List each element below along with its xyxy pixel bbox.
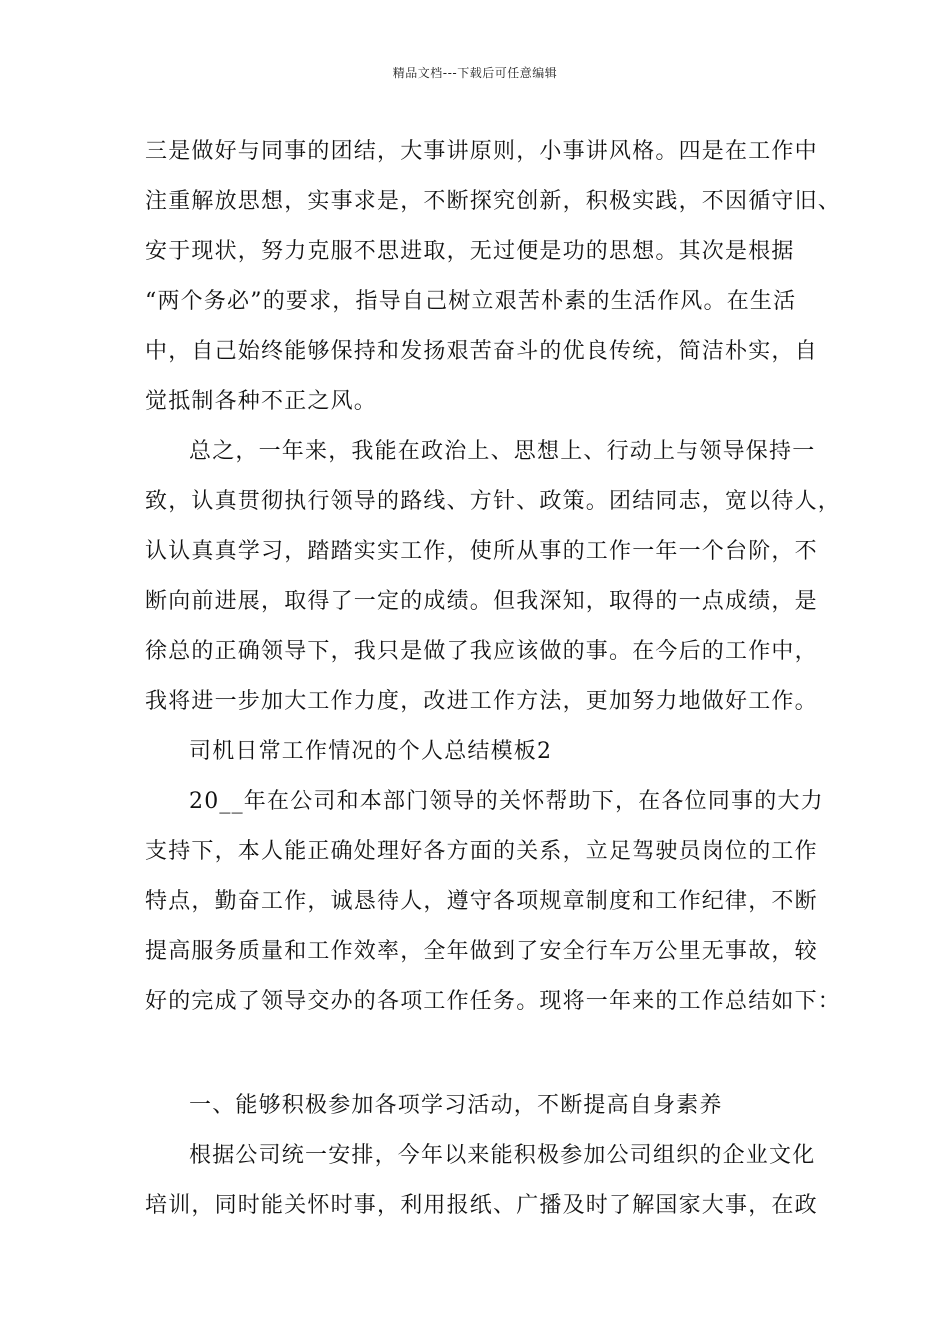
text-line: 三是做好与同事的团结，大事讲原则，小事讲风格。四是在工作中	[145, 139, 818, 164]
document-body	[145, 132, 842, 1236]
text-line: 认认真真学习，踏踏实实工作，使所从事的工作一年一个台阶，不	[145, 539, 818, 564]
subsection-heading: 一、能够积极参加各项学习活动，不断提高自身素养	[189, 1093, 723, 1118]
text-line: 好的完成了领导交办的各项工作任务。现将一年来的工作总结如下：	[145, 989, 842, 1014]
text-line: 培训，同时能关怀时事，利用报纸、广播及时了解国家大事，在政	[145, 1193, 818, 1218]
text-line: 我将进一步加大工作力度，改进工作方法，更加努力地做好工作。	[145, 689, 818, 714]
paragraph-start: 20__年在公司和本部门领导的关怀帮助下，在各位同事的大力	[189, 789, 824, 814]
paragraph-start: 根据公司统一安排，今年以来能积极参加公司组织的企业文化	[189, 1143, 816, 1168]
text-line: 注重解放思想，实事求是，不断探究创新，积极实践，不因循守旧、	[145, 189, 842, 214]
text-line: “两个务必”的要求，指导自己树立艰苦朴素的生活作风。在生活	[145, 289, 797, 314]
paragraph-start: 总之，一年来，我能在政治上、思想上、行动上与领导保持一	[189, 439, 816, 464]
text-line: 致，认真贯彻执行领导的路线、方针、政策。团结同志，宽以待人，	[145, 489, 842, 514]
text-line: 安于现状，努力克服不思进取，无过便是功的思想。其次是根据	[145, 239, 795, 264]
text-line: 中，自己始终能够保持和发扬艰苦奋斗的优良传统，简洁朴实，自	[145, 339, 818, 364]
text-line: 觉抵制各种不正之风。	[145, 389, 378, 414]
text-line: 徐总的正确领导下，我只是做了我应该做的事。在今后的工作中，	[145, 639, 818, 664]
paragraph-gap	[145, 1032, 825, 1086]
page-header: 精品文档---下载后可任意编辑	[392, 66, 558, 80]
text-line: 断向前进展，取得了一定的成绩。但我深知，取得的一点成绩，是	[145, 589, 818, 614]
section-title: 司机日常工作情况的个人总结模板2	[189, 739, 553, 764]
text-line: 特点，勤奋工作，诚恳待人，遵守各项规章制度和工作纪律，不断	[145, 889, 818, 914]
text-line: 支持下，本人能正确处理好各方面的关系，立足驾驶员岗位的工作	[145, 839, 818, 864]
text-line: 提高服务质量和工作效率，全年做到了安全行车万公里无事故，较	[145, 939, 818, 964]
